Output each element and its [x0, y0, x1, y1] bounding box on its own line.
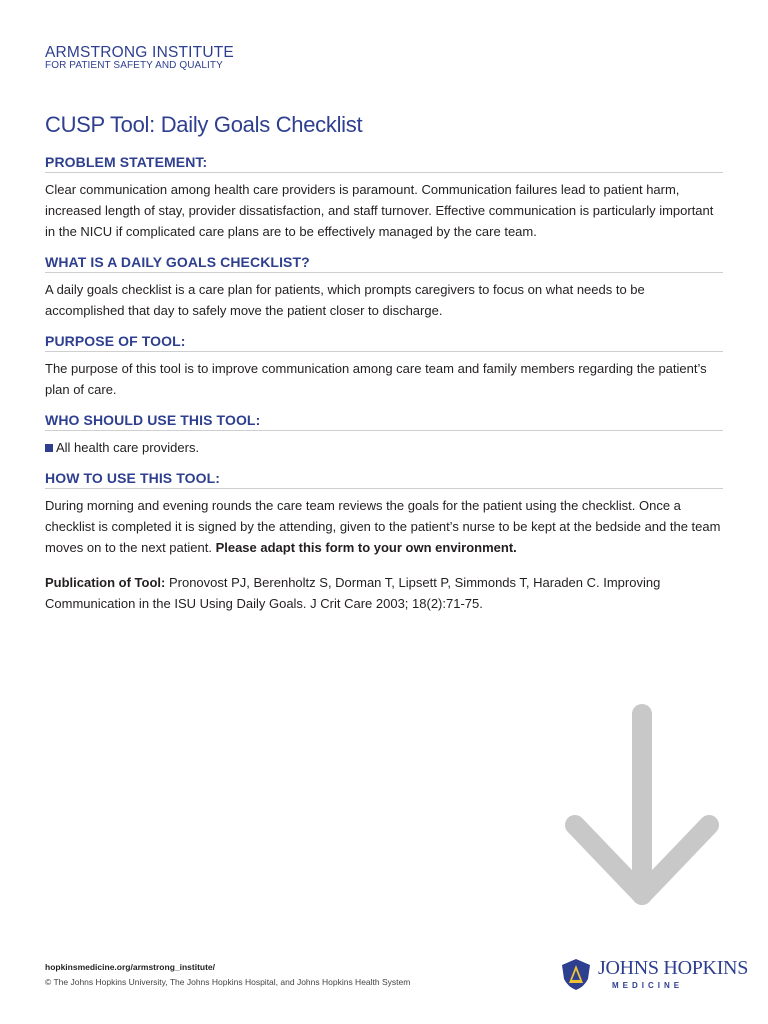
- section-text: A daily goals checklist is a care plan for patients, which prompts caregivers to focus on what needs to be accomplished that day to safely move the patient closer to discharge.: [45, 282, 645, 318]
- section-heading: PURPOSE OF TOOL:: [45, 333, 723, 352]
- publication-text: Pronovost PJ, Berenholtz S, Dorman T, Lipsett P, Simmonds T, Haraden C. Improving Communication in the ISU Using Daily Goals. J Crit Care 2003; 18(2):71-75.: [45, 575, 661, 611]
- section-problem-statement: [45, 154, 723, 242]
- section-who-should-use: [45, 412, 723, 458]
- section-text: The purpose of this tool is to improve communication among care team and family members regarding the patient’s plan of care.: [45, 361, 707, 397]
- publication-label: Publication of Tool:: [45, 575, 166, 590]
- document-title: CUSP Tool: Daily Goals Checklist: [45, 112, 363, 137]
- section-heading: WHAT IS A DAILY GOALS CHECKLIST?: [45, 254, 723, 273]
- section-text-main: During morning and evening rounds the care team reviews the goals for the patient using the checklist. Once a checklist is completed it is signed by the attending, given to the patient’s nurse to be kept at the bedside and the team moves on to the next patient.: [45, 498, 721, 555]
- publication-citation: [45, 572, 723, 614]
- section-text: [45, 495, 723, 558]
- bullet-text: All health care providers.: [56, 440, 200, 455]
- section-what-is-checklist: [45, 254, 723, 321]
- section-heading: WHO SHOULD USE THIS TOOL:: [45, 412, 723, 431]
- document-body: [45, 154, 723, 614]
- section-purpose: [45, 333, 723, 400]
- institute-name: ARMSTRONG INSTITUTE: [45, 44, 234, 61]
- adapt-form-note: Please adapt this form to your own environment.: [215, 540, 517, 555]
- square-bullet-icon: [45, 444, 53, 452]
- down-arrow-icon: [560, 700, 725, 915]
- section-text: Clear communication among health care providers is paramount. Communication failures lead to patient harm, increased length of stay, provider dissatisfaction, and staff turnover. Effective communication is particularly important in the NICU if complicated care plans are to be effectively managed by the care team.: [45, 182, 714, 239]
- section-heading: PROBLEM STATEMENT:: [45, 154, 723, 173]
- section-how-to-use: [45, 470, 723, 558]
- bullet-list-item: [45, 437, 723, 458]
- section-heading: HOW TO USE THIS TOOL:: [45, 470, 723, 489]
- footer-url-link[interactable]: hopkinsmedicine.org/armstrong_institute/: [45, 962, 216, 972]
- jhm-shield-icon: [560, 957, 592, 991]
- footer-copyright: © The Johns Hopkins University, The Johns Hopkins Hospital, and Johns Hopkins Health System: [45, 977, 411, 987]
- institute-subtitle: FOR PATIENT SAFETY AND QUALITY: [45, 60, 223, 71]
- jhm-logo-name: JOHNS HOPKINS: [598, 957, 749, 979]
- jhm-logo-subtitle: MEDICINE: [612, 981, 684, 990]
